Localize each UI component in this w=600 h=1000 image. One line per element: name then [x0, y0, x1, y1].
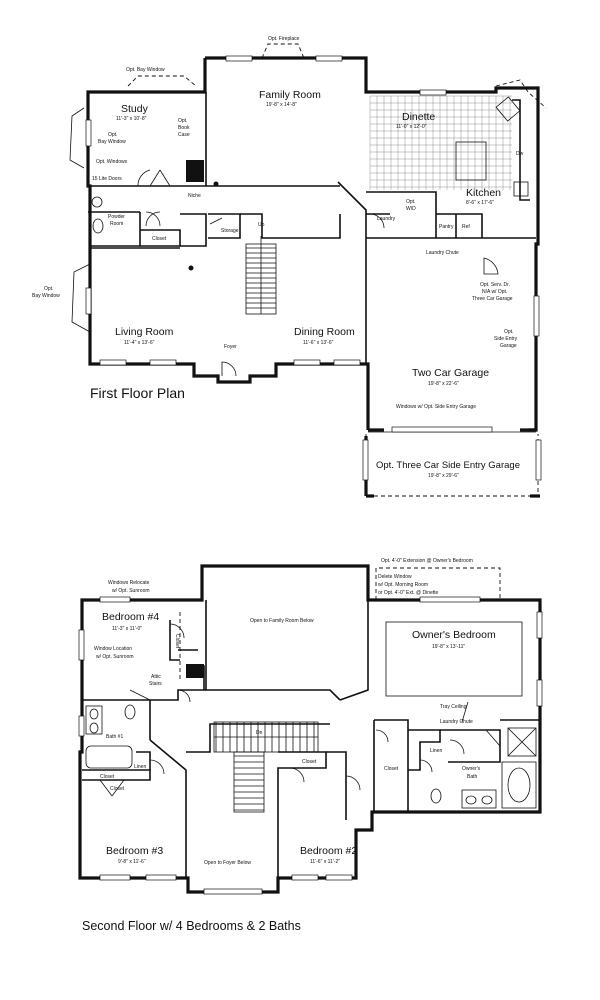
opt-bay-window-left-1: Opt.: [44, 286, 54, 292]
powder-room-sink: [92, 197, 102, 207]
tray-ceiling-label: Tray Ceiling: [440, 704, 467, 710]
linen-label: Linen: [134, 764, 147, 770]
owners-sink-1: [466, 796, 476, 804]
opt-fireplace-outline: [262, 44, 304, 58]
niche-label: Niche: [188, 193, 201, 199]
owners-bath-vanity: [462, 790, 496, 808]
opt-fireplace-label: Opt. Fireplace: [268, 36, 300, 42]
niche-block: [186, 160, 204, 182]
thermostat-dot-2: [214, 182, 219, 187]
owners-bath-tub-basin: [508, 768, 530, 802]
opt-wd-label-2: W/D: [406, 206, 416, 212]
powder-room-toilet: [93, 219, 103, 233]
owners-bath-label-2: Bath: [467, 774, 478, 780]
bath1-vanity: [86, 706, 102, 734]
two-car-garage-dim: 19'-8" x 22'-6": [428, 381, 459, 387]
owners-bath-tub: [502, 762, 536, 808]
opt-book-case-3: Case: [178, 132, 190, 138]
up-label: Up: [258, 222, 265, 228]
closet-b3-label: Closet: [110, 786, 125, 792]
opt-wd-label-1: Opt.: [406, 199, 416, 205]
powder-room-label-1: Powder: [108, 214, 125, 220]
opt-windows-label: Opt. Windows: [96, 159, 128, 165]
owners-bedroom-dim: 19'-8" x 13'-11": [432, 644, 466, 650]
opt-book-case-1: Opt.: [178, 118, 188, 124]
bedroom2-dim: 11'-6" x 11'-2": [310, 859, 341, 865]
window-location-1: Window Location: [94, 646, 133, 652]
three-car-garage-dim: 19'-8" x 29'-6": [428, 473, 459, 479]
first-floor-staircase: [246, 236, 276, 314]
second-floor-title: Second Floor w/ 4 Bedrooms & 2 Baths: [82, 919, 301, 933]
opt-serv-dr-2: N/A w/ Opt.: [482, 289, 508, 295]
closet-owner-label: Closet: [384, 766, 399, 772]
open-foyer-label: Open to Foyer Below: [204, 860, 251, 866]
owners-bath-toilet: [431, 789, 441, 803]
opt-bay-window-top-label: Opt. Bay Window: [126, 67, 165, 73]
window-location-2: w/ Opt. Sunroom: [96, 654, 134, 660]
closet-b2-label: Closet: [302, 759, 317, 765]
owners-bedroom-label: Owner's Bedroom: [412, 629, 496, 641]
bedroom2-label: Bedroom #2: [300, 845, 358, 857]
dinette-label: Dinette: [402, 111, 436, 123]
kitchen-range: [514, 182, 528, 196]
bath1-label: Bath #1: [106, 734, 124, 740]
dw-label: Dw: [516, 151, 524, 157]
closet-hall-label: Closet: [100, 774, 115, 780]
second-floor-plan: [79, 558, 542, 933]
kitchen-dim: 8'-6" x 17'-6": [466, 200, 494, 206]
open-family-label: Open to Family Room Below: [250, 618, 314, 624]
owners-bath-label-1: Owner's: [462, 766, 481, 772]
bath1-sink-1: [90, 709, 98, 719]
kitchen-label: Kitchen: [466, 187, 502, 199]
thermostat-dot: [189, 266, 194, 271]
bedroom3-label: Bedroom #3: [106, 845, 164, 857]
first-floor-title: First Floor Plan: [90, 385, 185, 401]
kitchen-island: [456, 142, 486, 180]
closet-label: Closet: [152, 236, 167, 242]
windows-relocate-1: Windows Relocate: [108, 580, 150, 586]
first-floor-family-wall: [205, 58, 376, 92]
ext-note-2: Delete Window: [378, 574, 412, 580]
storage-label: Storage: [221, 228, 239, 234]
second-floor-interior-walls: [82, 600, 540, 878]
two-car-garage-label: Two Car Garage: [412, 367, 490, 379]
ext-note-3: w/ Opt. Morning Room: [378, 582, 429, 588]
bath1-tub: [86, 746, 132, 768]
closet-b4-label: Closet: [174, 634, 180, 649]
attic-label-2: Stairs: [149, 681, 162, 687]
attic-label-1: Attic: [151, 674, 161, 680]
second-floor-staircase: [214, 722, 318, 752]
bath1-sink-2: [90, 723, 98, 733]
foyer-open-stair-rail: [234, 752, 264, 812]
ext-note-1: Opt. 4'-0" Extension @ Owner's Bedroom: [381, 558, 473, 564]
opt-bay-window-study-1: Opt.: [108, 132, 118, 138]
pantry-label: Pantry: [439, 224, 454, 230]
bedroom3-dim: 9'-8" x 11'-6": [118, 859, 146, 865]
opt-book-case-2: Book: [178, 125, 190, 131]
windows-side-entry-label: Windows w/ Opt. Side Entry Garage: [396, 404, 477, 410]
laundry-chute-label-2: Laundry Chute: [440, 719, 473, 725]
kitchen-tile-floor: [370, 96, 512, 190]
opt-side-entry-1: Opt.: [504, 329, 514, 335]
foyer-label: Foyer: [224, 344, 237, 350]
opt-bay-window-study-2: Bay Window: [98, 139, 126, 145]
owners-sink-2: [482, 796, 492, 804]
first-floor-windows: [86, 56, 541, 480]
living-room-label: Living Room: [115, 326, 174, 338]
powder-room-label-2: Room: [110, 221, 124, 227]
dining-room-dim: 11'-6" x 13'-6": [303, 340, 334, 346]
three-car-garage-label: Opt. Three Car Side Entry Garage: [376, 460, 520, 471]
study-dim: 11'-3" x 10'-8": [116, 116, 147, 122]
owners-shower-x: [508, 728, 536, 756]
windows-relocate-2: w/ Opt. Sunroom: [112, 588, 150, 594]
laundry-chute-label: Laundry Chute: [426, 250, 459, 256]
study-label: Study: [121, 103, 148, 115]
laundry-label: Laundry: [377, 216, 396, 222]
family-room-label: Family Room: [259, 89, 321, 101]
opt-bay-window-top-outline: [128, 76, 196, 86]
ext-note-4: or Opt. 4'-0" Ext. @ Dinette: [378, 590, 439, 596]
chimney-block-2: [186, 664, 204, 678]
bedroom4-dim: 11'-3" x 11'-0": [112, 626, 143, 632]
dn-label: Dn: [256, 730, 263, 736]
opt-serv-dr-1: Opt. Serv. Dr.: [480, 282, 510, 288]
opt-bay-window-left-2: Bay Window: [32, 293, 60, 299]
first-floor-plan: [32, 36, 546, 496]
lite-doors-label: 15 Lite Doors: [92, 176, 122, 182]
family-room-dim: 19'-8" x 14'-8": [266, 102, 297, 108]
opt-serv-dr-3: Three Car Garage: [472, 296, 513, 302]
ref-label: Ref: [462, 224, 470, 230]
bath1-toilet: [125, 705, 135, 719]
bedroom4-label: Bedroom #4: [102, 611, 160, 623]
linen-owner-label: Linen: [430, 748, 443, 754]
living-room-dim: 11'-4" x 13'-6": [124, 340, 155, 346]
dining-room-label: Dining Room: [294, 326, 355, 338]
opt-side-entry-3: Garage: [500, 343, 517, 349]
dinette-dim: 11'-0" x 12'-0": [396, 124, 427, 130]
opt-side-entry-2: Side Entry: [494, 336, 518, 342]
opt-bay-window-study-outline: [70, 108, 84, 168]
